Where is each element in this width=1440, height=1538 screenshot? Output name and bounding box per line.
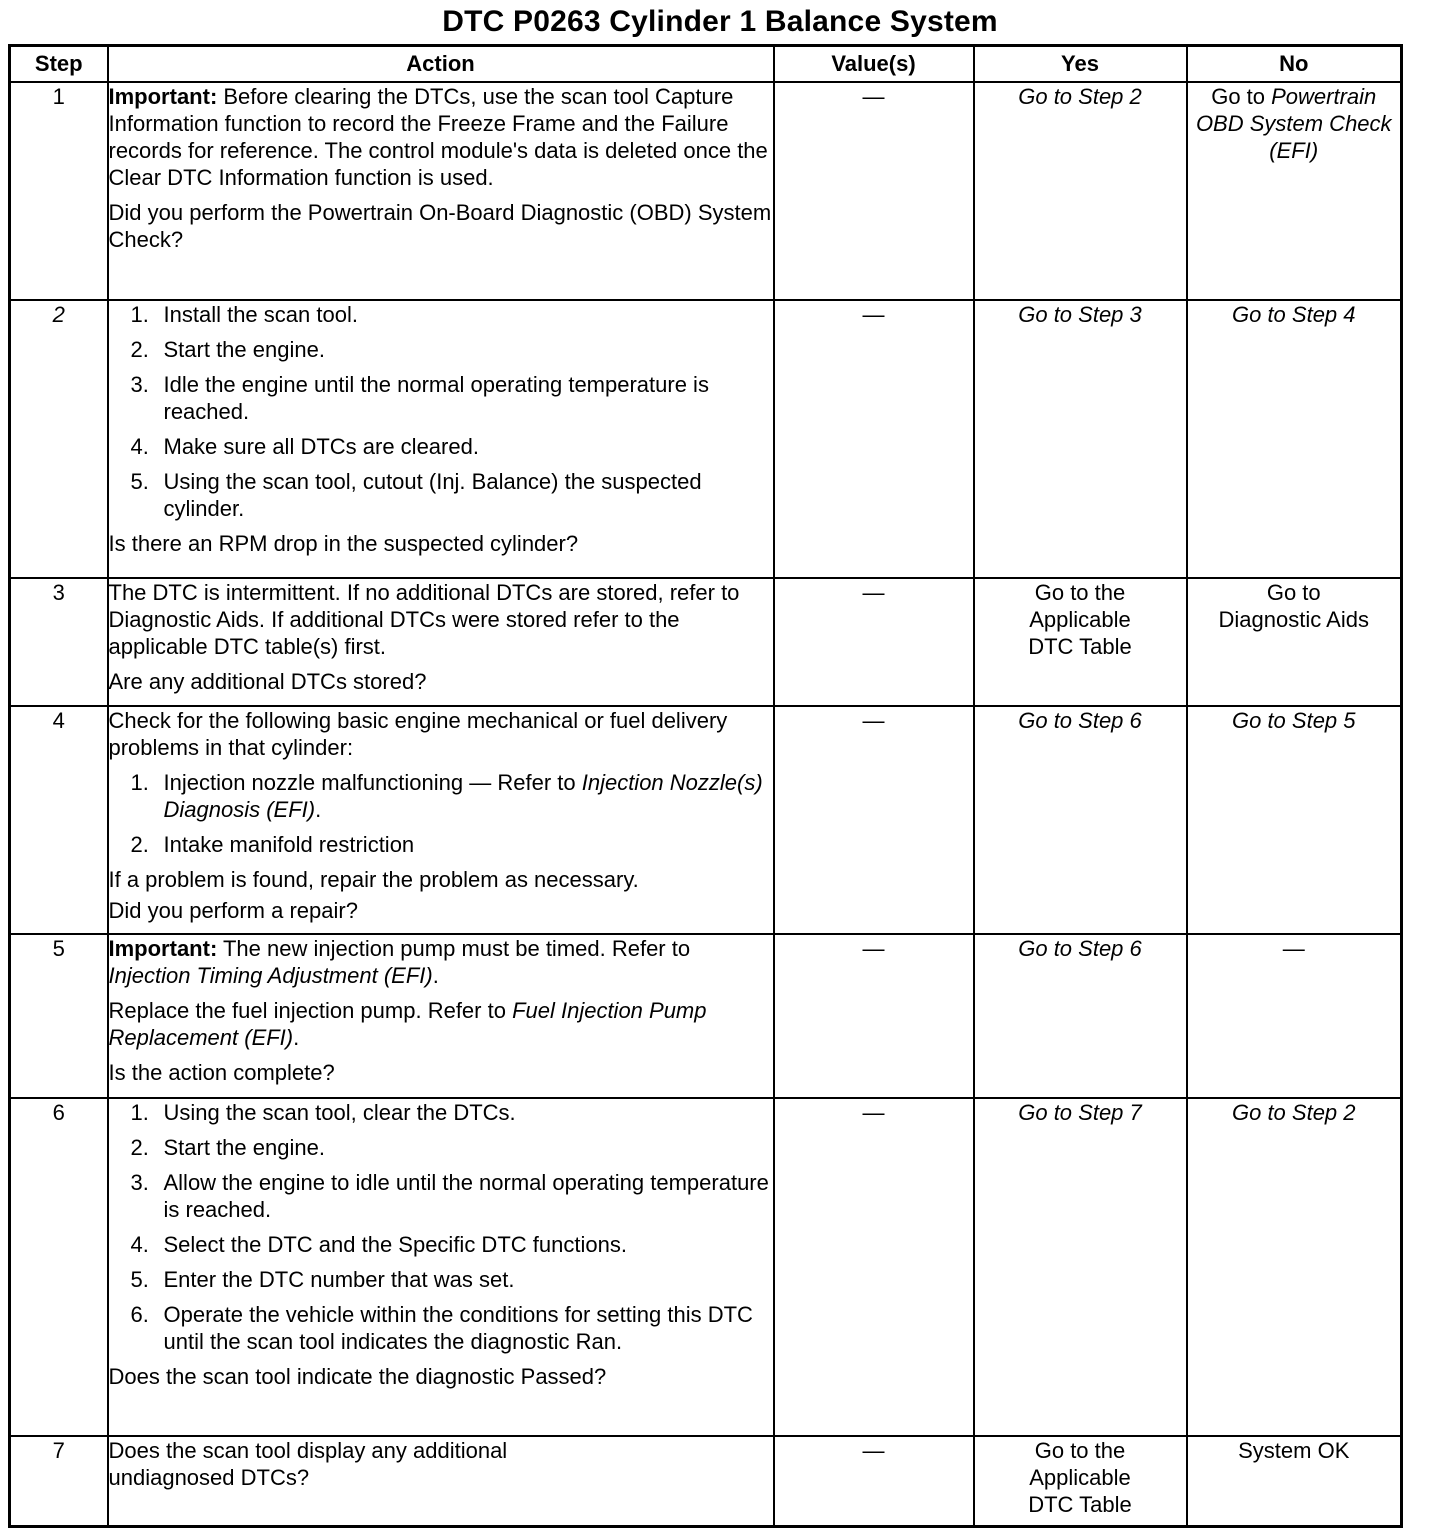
no-cell: System OK (1187, 1436, 1402, 1526)
table-row-step-7 (10, 1436, 1402, 1526)
action-cell (108, 82, 774, 300)
list-item: 5. Using the scan tool, cutout (Inj. Balance) the suspected cylinder. (130, 468, 702, 521)
important-text: Before clearing the DTCs, use the scan tool Capture Information function to record the Freeze Frame and the Failure records for reference. The control module's data is deleted once the Clear DTC Information function is used. (108, 83, 768, 190)
table-row-step-3 (10, 578, 1402, 706)
list-item: 3. Idle the engine until the normal operating temperature is reached. (130, 371, 709, 424)
instruction-text: Check for the following basic engine mechanical or fuel delivery problems in that cylinder: (108, 707, 728, 760)
question-text: Does the scan tool display any additional undiagnosed DTCs? (108, 1438, 508, 1491)
action-cell (108, 300, 774, 578)
procedure-list (109, 301, 773, 522)
no-cell (1187, 82, 1402, 300)
action-cell (108, 578, 774, 706)
note-text: If a problem is found, repair the problem as necessary. (108, 866, 639, 892)
header-yes: Yes (974, 46, 1187, 82)
question-text: Did you perform the Powertrain On-Board Diagnostic (OBD) System Check? (108, 199, 772, 252)
yes-cell: Go to Step 6 (974, 706, 1187, 934)
no-cell: Go to Step 2 (1187, 1098, 1402, 1436)
step-number: 5 (10, 934, 108, 1098)
list-item: 2. Intake manifold restriction (130, 831, 415, 857)
question-text: Are any additional DTCs stored? (108, 668, 427, 694)
step-number: 2 (10, 300, 108, 578)
list-item: 1. Using the scan tool, clear the DTCs. (130, 1100, 516, 1126)
list-item: 1. Injection nozzle malfunctioning — Refer to Injection Nozzle(s) Diagnosis (EFI). (130, 769, 763, 822)
no-cell: — (1187, 934, 1402, 1098)
no-cell: Go to Diagnostic Aids (1187, 578, 1402, 706)
value-cell: — (774, 934, 974, 1098)
yes-cell: Go to Step 3 (974, 300, 1187, 578)
table-header-row (10, 46, 1402, 82)
list-item: 4. Select the DTC and the Specific DTC functions. (130, 1232, 627, 1258)
step-number: 1 (10, 82, 108, 300)
yes-cell: Go to Step 2 (974, 82, 1187, 300)
header-values: Value(s) (774, 46, 974, 82)
table-row-step-5 (10, 934, 1402, 1098)
no-reference: Powertrain OBD System Check (EFI) (1195, 83, 1392, 163)
header-step: Step (10, 46, 108, 82)
page-title: DTC P0263 Cylinder 1 Balance System (442, 5, 998, 38)
question-text: Did you perform a repair? (108, 897, 358, 923)
table-row-step-2 (10, 300, 1402, 578)
value-cell: — (774, 1098, 974, 1436)
diagnostic-table (8, 44, 1403, 1528)
step-number: 3 (10, 578, 108, 706)
action-cell (108, 1098, 774, 1436)
list-item: 6. Operate the vehicle within the conditions for setting this DTC until the scan tool indicates the diagnostic Ran. (130, 1302, 753, 1355)
no-prefix: Go to (1211, 83, 1272, 109)
list-item: 3. Allow the engine to idle until the normal operating temperature is reached. (130, 1170, 769, 1223)
header-no: No (1187, 46, 1402, 82)
value-cell: — (774, 300, 974, 578)
yes-cell: Go to the Applicable DTC Table (974, 578, 1187, 706)
replace-instruction: Replace the fuel injection pump. Refer to Fuel Injection Pump Replacement (EFI). (108, 998, 707, 1051)
yes-cell: Go to Step 7 (974, 1098, 1187, 1436)
procedure-list (109, 769, 773, 858)
action-cell (108, 1436, 774, 1526)
list-item: 2. Start the engine. (130, 1135, 325, 1161)
header-action: Action (108, 46, 774, 82)
question-text: Does the scan tool indicate the diagnostic Passed? (108, 1364, 607, 1390)
list-item: 1. Install the scan tool. (130, 301, 358, 327)
no-cell: Go to Step 4 (1187, 300, 1402, 578)
step-number: 6 (10, 1098, 108, 1436)
value-cell: — (774, 82, 974, 300)
important-label: Important: (108, 83, 218, 109)
value-cell: — (774, 578, 974, 706)
no-cell: Go to Step 5 (1187, 706, 1402, 934)
step-number: 4 (10, 706, 108, 934)
yes-cell: Go to the Applicable DTC Table (974, 1436, 1187, 1526)
list-item: 5. Enter the DTC number that was set. (130, 1267, 515, 1293)
question-text: Is the action complete? (108, 1060, 335, 1086)
list-item: 4. Make sure all DTCs are cleared. (130, 433, 479, 459)
table-row-step-4 (10, 706, 1402, 934)
action-cell (108, 934, 774, 1098)
important-note: Important: The new injection pump must be timed. Refer to Injection Timing Adjustment (EFI). (108, 936, 691, 989)
value-cell: — (774, 706, 974, 934)
table-row-step-1 (10, 82, 1402, 300)
question-text: Is there an RPM drop in the suspected cylinder? (108, 530, 579, 556)
instruction-text: The DTC is intermittent. If no additional DTCs are stored, refer to Diagnostic Aids. If additional DTCs were stored refer to the applicable DTC table(s) first. (108, 579, 740, 659)
procedure-list (109, 1099, 773, 1355)
yes-cell: Go to Step 6 (974, 934, 1187, 1098)
action-cell (108, 706, 774, 934)
list-item: 2. Start the engine. (130, 336, 325, 362)
table-row-step-6 (10, 1098, 1402, 1436)
step-number: 7 (10, 1436, 108, 1526)
important-note (109, 83, 773, 191)
value-cell: — (774, 1436, 974, 1526)
